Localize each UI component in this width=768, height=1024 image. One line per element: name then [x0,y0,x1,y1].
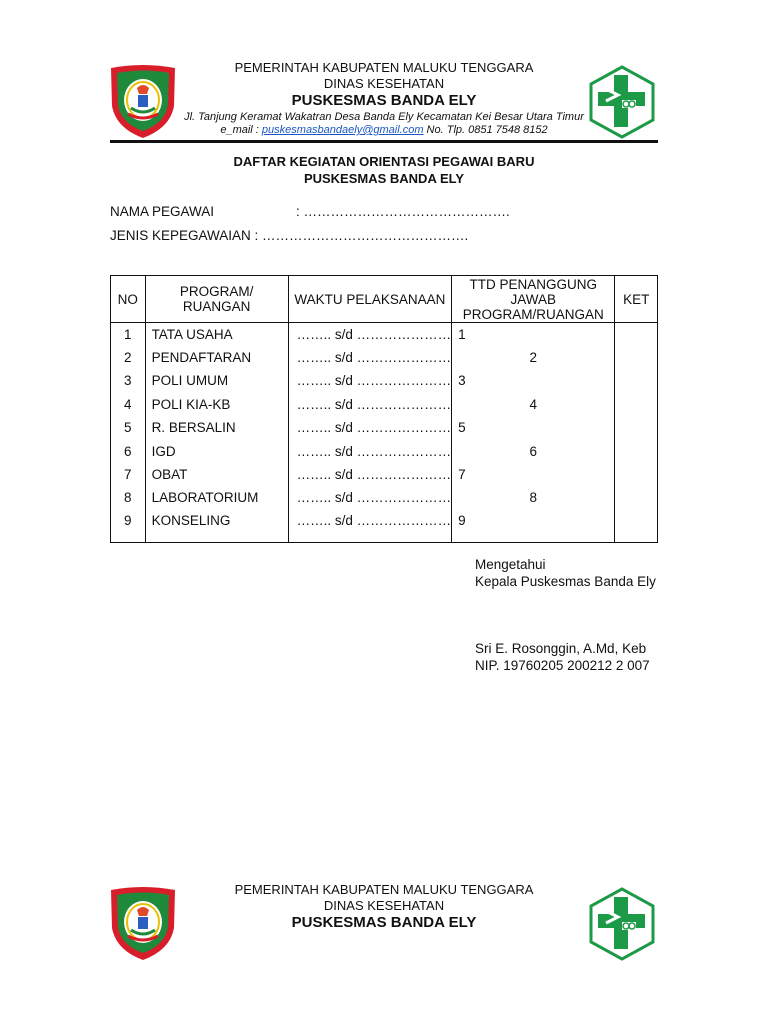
row-no: 2 [111,346,146,369]
row-no: 3 [111,370,146,393]
row-program: POLI KIA-KB [145,393,288,416]
row-waktu[interactable]: …….. s/d ………………… [288,463,452,486]
header-contact [150,123,618,137]
table-row [111,370,658,393]
row-no: 9 [111,510,146,543]
signatory-name: Sri E. Rosonggin, A.Md, Keb [475,641,647,656]
row-no: 4 [111,393,146,416]
header-ttd [452,276,615,323]
row-program: PENDAFTARAN [145,346,288,369]
row-ket[interactable] [615,346,658,369]
row-waktu[interactable]: …….. s/d ………………… [288,346,452,369]
row-waktu[interactable]: …….. s/d ………………… [288,370,452,393]
orientation-table [110,275,658,543]
row-no: 1 [111,323,146,347]
row-program: IGD [145,440,288,463]
row-ket[interactable] [615,417,658,440]
header-divider [110,140,658,143]
employee-name-value[interactable]: : ………………………………………. [296,204,510,219]
row-program: TATA USAHA [145,323,288,347]
row-ttd[interactable]: 9 [452,510,615,543]
header-ttd-line1: TTD PENANGGUNG [469,276,598,292]
header-ttd-line2: JAWAB [510,291,557,307]
row-program: OBAT [145,463,288,486]
phone-text: No. Tlp. 0851 7548 8152 [423,124,548,136]
header-program-line1: PROGRAM/ [179,284,254,299]
employment-type-value[interactable]: : ………………………………………. [250,228,469,243]
row-waktu[interactable]: …….. s/d ………………… [288,487,452,510]
row-ttd[interactable]: 1 [452,323,615,347]
acknowledgement-label: Mengetahui [475,557,546,572]
header-no: NO [111,276,146,323]
document-title: DAFTAR KEGIATAN ORIENTASI PEGAWAI BARU [233,154,535,169]
row-ket[interactable] [615,510,658,543]
employment-type-row [110,227,468,245]
row-ttd[interactable]: 8 [452,487,615,510]
row-waktu[interactable]: …….. s/d ………………… [288,510,452,543]
table-header-row [111,276,658,323]
header-program-line2: RUANGAN [182,299,251,314]
header-waktu: WAKTU PELAKSANAAN [288,276,452,323]
row-ttd[interactable]: 3 [452,370,615,393]
row-waktu[interactable]: …….. s/d ………………… [288,323,452,347]
table-row [111,510,658,543]
table-row [111,393,658,416]
email-prefix: e_mail : [220,124,262,136]
row-no: 8 [111,487,146,510]
employment-type-label: JENIS KEPEGAWAIAN [110,228,251,243]
employee-name-label: NAMA PEGAWAI [110,204,215,219]
document-subtitle: PUSKESMAS BANDA ELY [303,171,465,186]
table-row [111,323,658,347]
row-ket[interactable] [615,393,658,416]
header-ttd-line3: PROGRAM/RUANGAN [462,306,604,322]
table-row [111,440,658,463]
table-row [111,346,658,369]
row-ket[interactable] [615,463,658,486]
row-program: POLI UMUM [145,370,288,393]
footer-agency-line: PEMERINTAH KABUPATEN MALUKU TENGGARA [234,882,534,897]
header-address: Jl. Tanjung Keramat Wakatran Desa Banda Ely Kecamatan Kei Besar Utara Timur [184,111,584,123]
row-ttd[interactable]: 4 [452,393,615,416]
row-no: 6 [111,440,146,463]
row-ket[interactable] [615,323,658,347]
footer-puskesmas-name: PUSKESMAS BANDA ELY [291,914,477,931]
row-ttd[interactable]: 6 [452,440,615,463]
row-no: 5 [111,417,146,440]
table-row [111,487,658,510]
row-waktu[interactable]: …….. s/d ………………… [288,417,452,440]
puskesmas-cross-logo-icon [588,887,656,961]
header-puskesmas-name: PUSKESMAS BANDA ELY [291,92,477,109]
footer-department-line: DINAS KESEHATAN [323,898,445,913]
row-no: 7 [111,463,146,486]
header-right-logo [588,65,656,139]
row-ket[interactable] [615,370,658,393]
header-ket: KET [615,276,658,323]
row-program: R. BERSALIN [145,417,288,440]
row-program: KONSELING [145,510,288,543]
puskesmas-cross-logo-icon [588,65,656,139]
row-ttd[interactable]: 7 [452,463,615,486]
header-department-line: DINAS KESEHATAN [323,76,445,91]
signatory-nip: NIP. 19760205 200212 2 007 [475,658,650,673]
row-waktu[interactable]: …….. s/d ………………… [288,440,452,463]
regency-coat-of-arms-icon [108,886,178,962]
header-agency-line: PEMERINTAH KABUPATEN MALUKU TENGGARA [234,60,534,75]
footer-right-logo [588,887,656,961]
email-link[interactable]: puskesmasbandaely@gmail.com [261,124,424,136]
row-ket[interactable] [615,440,658,463]
row-program: LABORATORIUM [145,487,288,510]
table-row [111,417,658,440]
table-row [111,463,658,486]
row-ket[interactable] [615,487,658,510]
row-ttd[interactable]: 5 [452,417,615,440]
footer-left-logo [108,886,178,962]
signatory-position: Kepala Puskesmas Banda Ely [475,574,656,589]
row-ttd[interactable]: 2 [452,346,615,369]
header-program [145,276,288,323]
row-waktu[interactable]: …….. s/d ………………… [288,393,452,416]
